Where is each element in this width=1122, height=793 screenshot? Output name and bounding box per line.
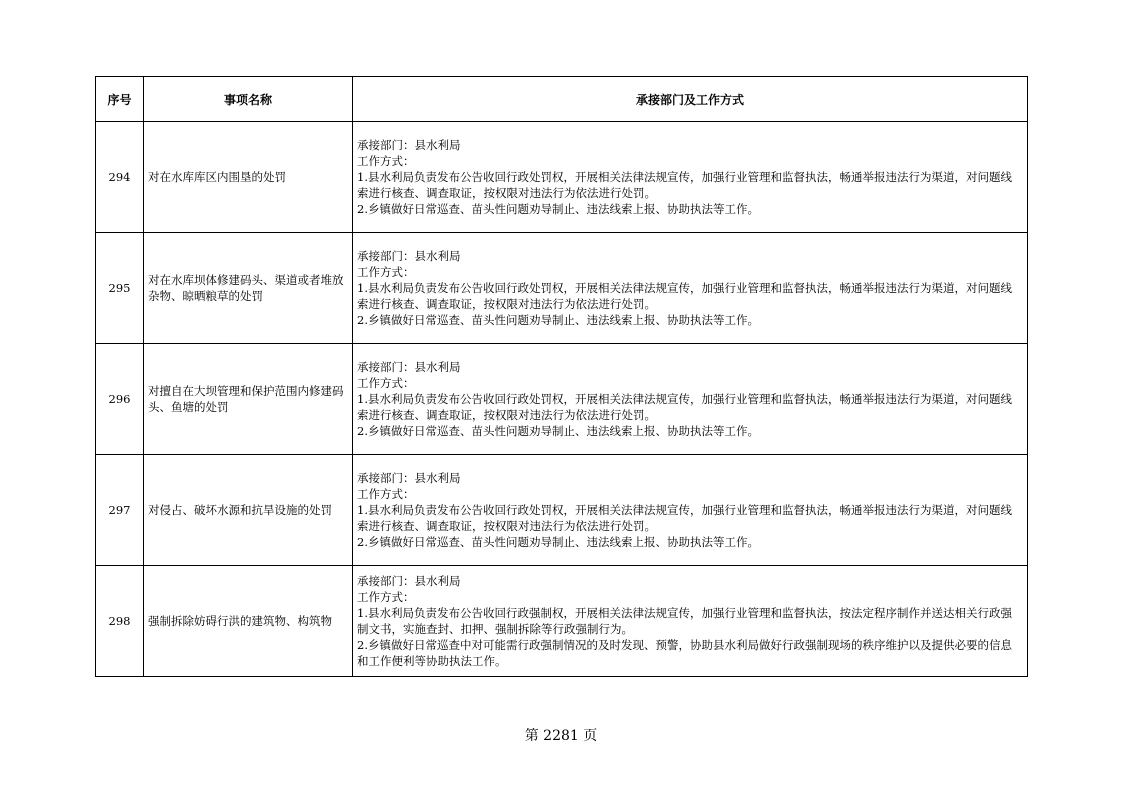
row-department-method bbox=[353, 233, 1028, 344]
method-label: 工作方式： bbox=[357, 590, 415, 604]
row-serial-number: 298 bbox=[96, 566, 144, 677]
department-line: 承接部门：县水利局 bbox=[357, 574, 461, 588]
method-item-1: 1.县水利局负责发布公告收回行政处罚权，开展相关法律法规宣传，加强行业管理和监督执法，畅通举报违法行为渠道，对问题线索进行核查、调查取证，按权限对违法行为依法进行处罚。 bbox=[357, 392, 1012, 422]
method-item-2: 2.乡镇做好日常巡查、苗头性问题劝导制止、违法线索上报、协助执法等工作。 bbox=[357, 535, 759, 549]
row-serial-number: 297 bbox=[96, 455, 144, 566]
method-item-1: 1.县水利局负责发布公告收回行政强制权，开展相关法律法规宣传，加强行业管理和监督执法，按法定程序制作并送达相关行政强制文书，实施查封、扣押、强制拆除等行政强制行为。 bbox=[357, 606, 1012, 636]
row-serial-number: 296 bbox=[96, 344, 144, 455]
table-row bbox=[96, 233, 1028, 344]
table-row bbox=[96, 455, 1028, 566]
header-department-method: 承接部门及工作方式 bbox=[353, 77, 1028, 122]
row-matter-name: 对在水库库区内围垦的处罚 bbox=[144, 122, 353, 233]
method-item-2: 2.乡镇做好日常巡查、苗头性问题劝导制止、违法线索上报、协助执法等工作。 bbox=[357, 424, 759, 438]
method-label: 工作方式： bbox=[357, 154, 415, 168]
row-department-method bbox=[353, 122, 1028, 233]
method-label: 工作方式： bbox=[357, 487, 415, 501]
row-matter-name: 强制拆除妨碍行洪的建筑物、构筑物 bbox=[144, 566, 353, 677]
table-header-row bbox=[96, 77, 1028, 122]
row-serial-number: 295 bbox=[96, 233, 144, 344]
method-item-2: 2.乡镇做好日常巡查中对可能需行政强制情况的及时发现、预警，协助县水利局做好行政强制现场的秩序维护以及提供必要的信息和工作便利等协助执法工作。 bbox=[357, 638, 1012, 668]
table-row bbox=[96, 566, 1028, 677]
row-serial-number: 294 bbox=[96, 122, 144, 233]
method-item-2: 2.乡镇做好日常巡查、苗头性问题劝导制止、违法线索上报、协助执法等工作。 bbox=[357, 202, 759, 216]
department-line: 承接部门：县水利局 bbox=[357, 249, 461, 263]
matters-table bbox=[95, 76, 1028, 677]
row-matter-name: 对擅自在大坝管理和保护范围内修建码头、鱼塘的处罚 bbox=[144, 344, 353, 455]
row-department-method bbox=[353, 344, 1028, 455]
method-item-2: 2.乡镇做好日常巡查、苗头性问题劝导制止、违法线索上报、协助执法等工作。 bbox=[357, 313, 759, 327]
table-row bbox=[96, 122, 1028, 233]
header-matter-name: 事项名称 bbox=[144, 77, 353, 122]
row-matter-name: 对在水库坝体修建码头、渠道或者堆放杂物、晾晒粮草的处罚 bbox=[144, 233, 353, 344]
row-matter-name: 对侵占、破坏水源和抗旱设施的处罚 bbox=[144, 455, 353, 566]
department-line: 承接部门：县水利局 bbox=[357, 138, 461, 152]
method-label: 工作方式： bbox=[357, 376, 415, 390]
department-line: 承接部门：县水利局 bbox=[357, 471, 461, 485]
department-line: 承接部门：县水利局 bbox=[357, 360, 461, 374]
method-item-1: 1.县水利局负责发布公告收回行政处罚权，开展相关法律法规宣传，加强行业管理和监督执法，畅通举报违法行为渠道，对问题线索进行核查、调查取证，按权限对违法行为依法进行处罚。 bbox=[357, 503, 1012, 533]
page-number: 第 2281 页 bbox=[524, 728, 598, 744]
method-item-1: 1.县水利局负责发布公告收回行政处罚权，开展相关法律法规宣传，加强行业管理和监督执法，畅通举报违法行为渠道，对问题线索进行核查、调查取证，按权限对违法行为依法进行处罚。 bbox=[357, 281, 1012, 311]
table-row bbox=[96, 344, 1028, 455]
method-item-1: 1.县水利局负责发布公告收回行政处罚权，开展相关法律法规宣传，加强行业管理和监督执法，畅通举报违法行为渠道，对问题线索进行核查、调查取证，按权限对违法行为依法进行处罚。 bbox=[357, 170, 1012, 200]
method-label: 工作方式： bbox=[357, 265, 415, 279]
row-department-method bbox=[353, 566, 1028, 677]
row-department-method bbox=[353, 455, 1028, 566]
header-serial-number: 序号 bbox=[96, 77, 144, 122]
